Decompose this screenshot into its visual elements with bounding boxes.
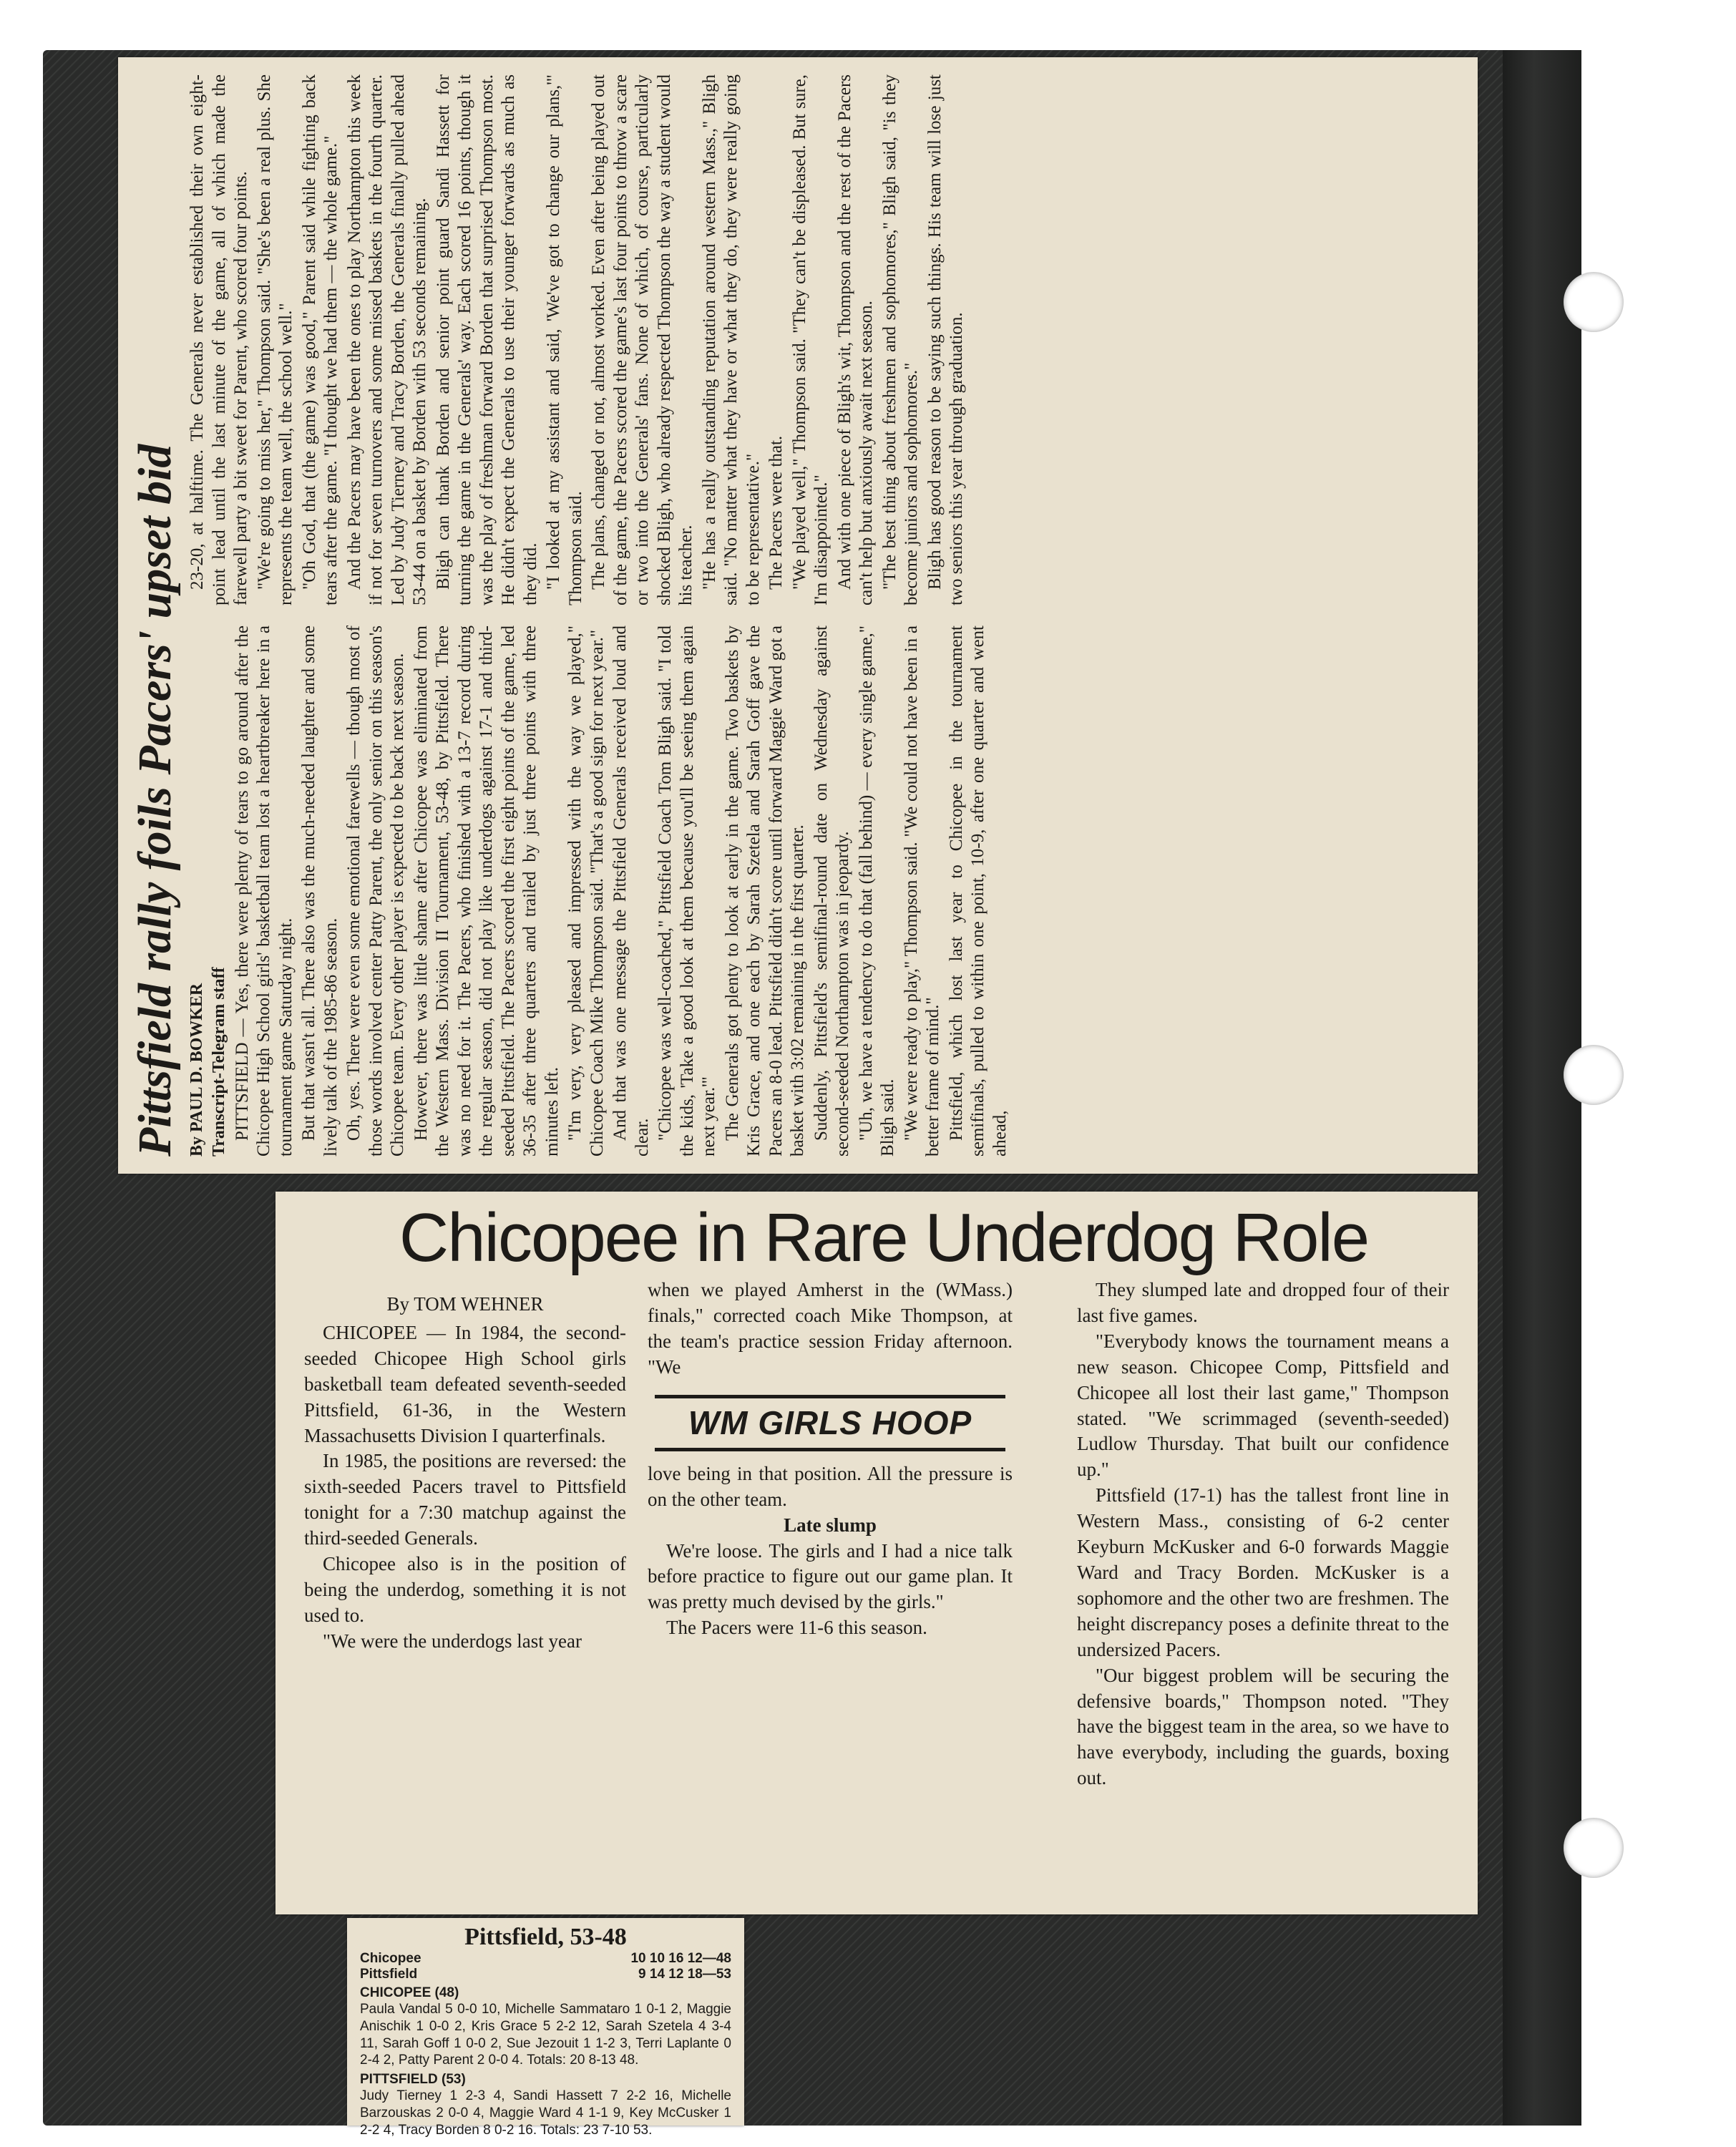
paragraph: The Generals got plenty to look at early in the game. Two baskets by Kris Grace, and one each by Sarah Szetela and Sarah Goff gave the Pacers an 8-0 lead. Pittsfield didn't score until forward Maggie Ward got a basket with 3:02 remaining in the first quarter. [722,625,808,1157]
paragraph: when we played Amherst in the (WMass.) finals," corrected coach Mike Thompson, at the team's practice session Friday afternoon. "We [648,1279,1013,1378]
team-name: Chicopee [360,1951,421,1966]
byline: By PAUL D. BOWKER [187,983,206,1157]
paragraph: "I'm very, very pleased and impressed with the way we played," Chicopee Coach Mike Thompson said. "That's a good sign for next year." [565,625,607,1157]
box-score-title: Pittsfield, 53-48 [464,1924,627,1950]
line-score-row [347,1951,744,1967]
headline: Pittsfield rally foils Pacers' upset bid [129,444,181,1157]
paragraph: CHICOPEE — In 1984, the second-seeded Chicopee High School girls basketball team defeated seventh-seeded Pittsfield, 61-36, in the Western Massachusetts Division I quarterfinals. [304,1321,626,1446]
paragraph: And that was one message the Pittsfield Generals received loud and clear. [610,625,652,1157]
paragraph: Chicopee also is in the position of being the underdog, something it is not used to. [304,1553,626,1626]
paragraph: "Everybody knows the tournament means a new season. Chicopee Comp, Pittsfield and Chicopee all lost their last game," Thompson stated. "We scrimmaged (seventh-seeded) Ludlow Thursday. That built our confidence up." [1077,1330,1449,1481]
paragraph: However, there was little shame after Chicopee was eliminated from the Western Mass. Division II Tournament, 53-48, by Pittsfield. There was no need for it. The Pacers, who finished with a 13-7 record during the regular season, did not play like underdogs against 17-1 and third-seeded Pittsfield. The Pacers scored the first eight points of the game, led 36-35 after three quarters and trailed by just three points with three minutes left. [411,625,562,1157]
paragraph: We're loose. The girls and I had a nice talk before practice to figure out our game plan. It was pretty much devised by the girls." [648,1539,1013,1613]
clipping-pittsfield-rally [118,57,1478,1174]
paragraph: Pittsfield, which lost last year to Chicopee in the tournament semifinals, pulled to within one point, 10-9, after one quarter and went ahead, [946,625,1010,1157]
paragraph: "I looked at my assistant and said, 'We've got to change our plans,'" Thompson said. [544,74,585,605]
paragraph: The plans, changed or not, almost worked. Even after being played out of the game, the Pacers scored the game's last four points to throw a scare or two into the Generals' fans. None of which, of course, particularly shocked Bligh, who already respected Thompson the way a student would his teacher. [589,74,696,605]
article-column [1077,1277,1449,1791]
paragraph: Oh, yes. There were even some emotional farewells — though most of those words involved center Patty Parent, the only senior on this season's Chicopee team. Every other player is expected to be back next season. [344,625,408,1157]
box-score [347,1918,744,2138]
paragraph: "We're going to miss her," Thompson said. "She's been a real plus. She represents the team well, the school well." [254,74,296,605]
article-column [187,74,1013,605]
rotated-article [118,57,1478,1174]
team-header: CHICOPEE (48) [360,1985,459,2000]
quarter-scores: 9 14 12 18—53 [638,1967,731,1982]
punch-hole [1564,272,1624,332]
team-header: PITTSFIELD (53) [360,2072,466,2087]
paragraph: And the Pacers may have been the ones to play Northampton this week if not for seven turnovers and some missed baskets in the fourth quarter. Led by Judy Tierney and Tracy Borden, the Generals finally pulled ahead 53-44 on a basket by Borden with 53 seconds remaining. [344,74,429,605]
headline: Chicopee in Rare Underdog Role [399,1199,1369,1276]
paragraph: "Oh God, that (the game) was good," Parent said while fighting back tears after the game. "I thought we had them — the whole game." [299,74,341,605]
paragraph: They slumped late and dropped four of their last five games. [1077,1279,1449,1326]
article-column [304,1292,626,1655]
paragraph: Bligh has good reason to be saying such things. His team will lose just two seniors this year through graduation. [925,74,966,605]
paragraph: "Uh, we have a tendency to do that (fall behind) — every single game," Bligh said. [856,625,898,1157]
paragraph: And with one piece of Bligh's wit, Thompson and the rest of the Pacers can't help but anxiously await next season. [834,74,876,605]
paragraph: "He has a really outstanding reputation around western Mass.," Bligh said. "No matter what they have or what they do, they were really going to be representative." [699,74,763,605]
team-name: Pittsfield [360,1967,418,1982]
paragraph: "Chicopee was well-coached," Pittsfield Coach Tom Bligh said. "I told the kids, 'Take a good look at them because you'll be seeing them again next year.'" [655,625,719,1157]
subhead: Late slump [784,1514,877,1536]
paragraph: The Pacers were that. [766,435,786,590]
paragraph: 23-20, at halftime. The Generals never established their own eight-point lead until the last minute of the game, all of which made the farewell party a bit sweet for Parent, who scored four points. [187,74,250,605]
paragraph: PITTSFIELD — Yes, there were plenty of tears to go around after the Chicopee High School girls' basketball team lost a heartbreaker here in a tournament game Saturday night. [232,625,296,1157]
paragraph: love being in that position. All the pressure is on the other team. [648,1462,1013,1510]
paragraph: The Pacers were 11-6 this season. [666,1617,927,1639]
byline: By TOM WEHNER [386,1293,544,1315]
paragraph: "We were ready to play," Thompson said. "We could not have been in a better frame of mind." [901,625,943,1157]
paragraph: Bligh can thank Borden and senior point guard Sandi Hassett for turning the game in the Generals' way. Each scored 16 points, though it was the play of freshman forward Borden that surprised Thompson most. He didn't expect the Generals to use their younger forwards as much as they did. [433,74,540,605]
article-column [648,1277,1013,1641]
section-banner: WM GIRLS HOOP [655,1395,1005,1451]
quarter-scores: 10 10 16 12—48 [630,1951,731,1966]
staff-credit: Transcript-Telegram staff [210,967,229,1157]
paragraph: "We were the underdogs last year [323,1630,582,1652]
punch-hole [1564,1045,1624,1105]
punch-hole [1564,1818,1624,1878]
paragraph: In 1985, the positions are reversed: the sixth-seeded Pacers travel to Pittsfield tonight for a 7:30 matchup against the third-seeded Generals. [304,1450,626,1549]
paragraph: Suddenly, Pittsfield's semifinal-round date on Wednesday against second-seeded Northampton was in jeopardy. [811,625,853,1157]
player-stats: Paula Vandal 5 0-0 10, Michelle Sammataro 1 0-1 2, Maggie Anischik 1 0-0 2, Kris Grace 5 2-2 12, Sarah Szetela 4 3-4 11, Sarah Goff 1 0-0 2, Sue Jezouit 1 1-2 3, Terri Laplante 0 2-4 2, Patty Parent 2 0-0 4. Totals: 20 8-13 48. [360,2002,731,2068]
article-column [187,625,1013,1157]
line-score-row [347,1967,744,1982]
paragraph: Pittsfield (17-1) has the tallest front line in Western Mass., consisting of 6-2 center Keyburn McKusker and 6-0 forwards Maggie Ward and Tracy Borden. McKusker is a sophomore and the other two are freshmen. The height discrepancy poses a definite threat to the undersized Pacers. [1077,1484,1449,1660]
paragraph: "The best thing about freshmen and sophomores," Bligh said, "is they become juniors and sophomores." [879,74,921,605]
clipping-chicopee-underdog [275,1192,1478,1914]
paragraph: "Our biggest problem will be securing the defensive boards," Thompson noted. "They have the biggest team in the area, so we have to have everybody, including the guards, boxing out. [1077,1664,1449,1789]
player-stats: Judy Tierney 1 2-3 4, Sandi Hassett 7 2-2 16, Michelle Barzouskas 2 0-0 4, Maggie Ward 4 1-1 9, Key McCusker 1 2-2 4, Tracy Borden 8 0-2 16. Totals: 23 7-10 53. [360,2088,731,2138]
paragraph: "We played well," Thompson said. "They can't be displeased. But sure, I'm disappointed." [789,74,831,605]
paragraph: But that wasn't all. There also was the much-needed laughter and some lively talk of the 1985-86 season. [299,625,341,1157]
